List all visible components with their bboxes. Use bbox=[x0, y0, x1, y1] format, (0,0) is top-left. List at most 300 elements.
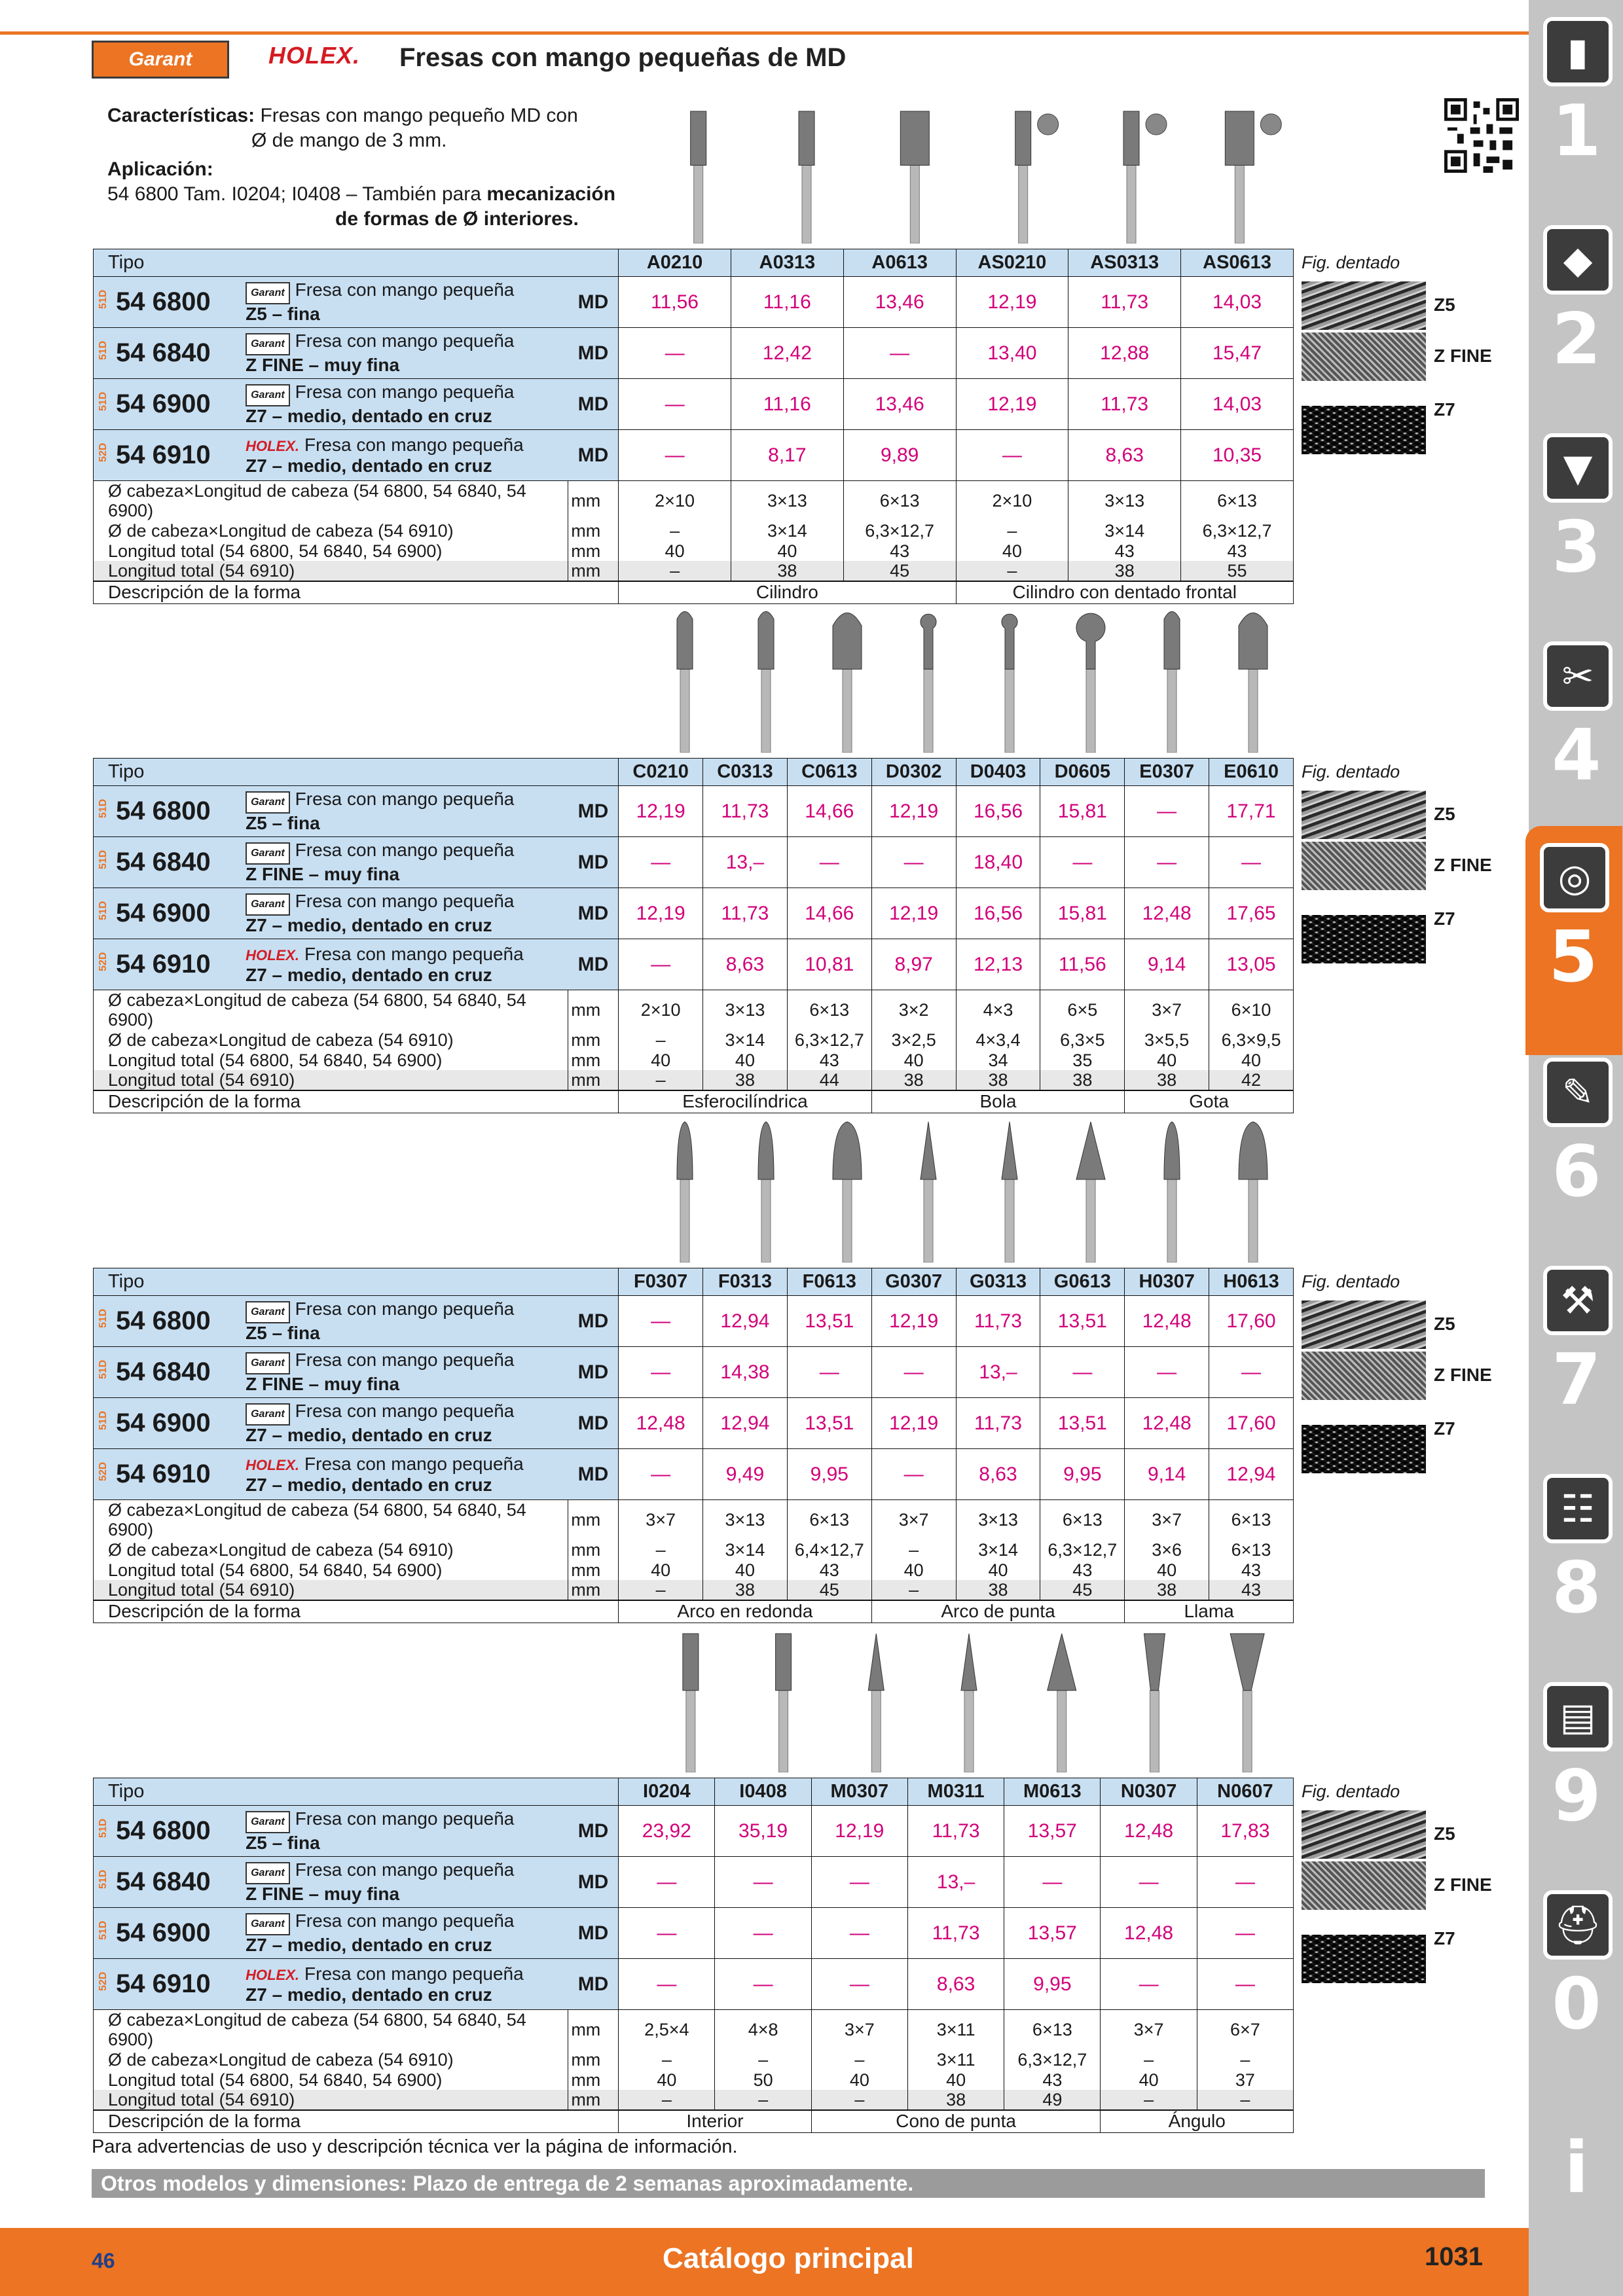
price-cell[interactable]: — bbox=[1040, 1347, 1125, 1398]
chapter-icon: ▼ bbox=[1543, 433, 1613, 503]
qr-code-icon[interactable] bbox=[1444, 98, 1519, 173]
holex-logo: HOLEX. bbox=[268, 42, 361, 69]
price-cell[interactable]: 9,49 bbox=[703, 1449, 788, 1500]
dimension-value: 38 bbox=[731, 561, 843, 581]
price-cell[interactable]: 35,19 bbox=[715, 1806, 811, 1857]
description-line-2: Z7 – medio, dentado en cruz bbox=[246, 1935, 492, 1955]
product-row-546910[interactable] bbox=[94, 430, 1294, 481]
tool-image-A0313 bbox=[799, 111, 814, 243]
description-line-1: Fresa con mango pequeña bbox=[304, 434, 524, 455]
price-cell[interactable]: 11,73 bbox=[1068, 379, 1181, 430]
price-cell[interactable]: 11,56 bbox=[1040, 939, 1125, 990]
unit-mm: mm bbox=[568, 2049, 619, 2070]
price-cell[interactable]: — bbox=[619, 430, 731, 481]
dimension-value: – bbox=[619, 561, 731, 581]
version-tag: 51D bbox=[98, 341, 109, 361]
page-title: Fresas con mango pequeñas de MD bbox=[399, 43, 847, 72]
price-cell[interactable]: 9,14 bbox=[1125, 1449, 1209, 1500]
column-type-M0307: M0307 bbox=[811, 1778, 907, 1806]
price-cell[interactable]: 8,63 bbox=[907, 1959, 1004, 2010]
price-cell[interactable]: 11,73 bbox=[1068, 277, 1181, 328]
chapter-icon: ✎ bbox=[1543, 1058, 1613, 1127]
price-cell[interactable]: 12,19 bbox=[956, 379, 1068, 430]
dimension-value: 3×7 bbox=[1101, 2010, 1197, 2050]
description-line-2: Z7 – medio, dentado en cruz bbox=[246, 455, 492, 476]
chapter-icon: ⛑ bbox=[1543, 1890, 1613, 1960]
dimension-value: 3×7 bbox=[619, 1500, 703, 1540]
product-row-546900[interactable] bbox=[94, 888, 1294, 939]
tooth-pattern-label: Z FINE bbox=[1434, 1874, 1492, 1895]
price-cell[interactable]: 13,05 bbox=[1209, 939, 1294, 990]
material-md: MD bbox=[568, 837, 619, 888]
dimension-label: Ø de cabeza×Longitud de cabeza (54 6910) bbox=[94, 520, 568, 541]
price-cell[interactable]: 13,– bbox=[907, 1857, 1004, 1908]
product-description bbox=[243, 1398, 568, 1449]
product-row-546840[interactable] bbox=[94, 1347, 1294, 1398]
dimension-value: 44 bbox=[787, 1070, 871, 1090]
price-cell[interactable]: 12,48 bbox=[1101, 1806, 1197, 1857]
column-type-A0210: A0210 bbox=[619, 249, 731, 277]
material-md: MD bbox=[568, 1959, 619, 2010]
price-cell[interactable]: — bbox=[1125, 786, 1209, 837]
price-cell[interactable]: 12,94 bbox=[703, 1296, 788, 1347]
article-number bbox=[94, 379, 244, 430]
chapter-tab-7[interactable] bbox=[1534, 1249, 1619, 1463]
price-cell[interactable]: — bbox=[1040, 837, 1125, 888]
price-cell[interactable]: — bbox=[871, 1347, 956, 1398]
price-cell[interactable]: 12,19 bbox=[871, 786, 956, 837]
price-cell[interactable]: 12,94 bbox=[1209, 1449, 1294, 1500]
price-cell[interactable]: 11,73 bbox=[956, 1296, 1040, 1347]
chapter-icon: ◆ bbox=[1543, 225, 1613, 295]
price-cell[interactable]: — bbox=[1004, 1857, 1101, 1908]
tooth-pattern-image bbox=[1302, 915, 1426, 963]
delivery-notice: Otros modelos y dimensiones: Plazo de entrega de 2 semanas aproximadamente. bbox=[92, 2169, 1485, 2198]
material-md: MD bbox=[568, 1398, 619, 1449]
description-line-2: Z5 – fina bbox=[246, 813, 320, 833]
dimension-value: 6×13 bbox=[787, 990, 871, 1030]
price-cell[interactable]: 14,03 bbox=[1181, 379, 1294, 430]
price-cell[interactable]: — bbox=[1197, 1959, 1293, 2010]
chapter-icon: ☷ bbox=[1543, 1474, 1613, 1543]
description-line-2: Z FINE – muy fina bbox=[246, 1884, 400, 1904]
price-cell[interactable]: 9,89 bbox=[843, 430, 956, 481]
dimension-value: 6,3×5 bbox=[1040, 1030, 1125, 1050]
price-cell[interactable]: 8,63 bbox=[703, 939, 788, 990]
tooth-pattern-label: Z FINE bbox=[1434, 1365, 1492, 1385]
column-type-M0311: M0311 bbox=[907, 1778, 1004, 1806]
product-description bbox=[243, 1908, 568, 1959]
price-cell[interactable]: — bbox=[619, 939, 703, 990]
dimension-value: 3×14 bbox=[1068, 520, 1181, 541]
material-md: MD bbox=[568, 1857, 619, 1908]
price-cell[interactable]: — bbox=[1125, 1347, 1209, 1398]
price-cell[interactable]: — bbox=[811, 1959, 907, 2010]
version-tag: 51D bbox=[98, 901, 109, 921]
price-cell[interactable]: — bbox=[619, 1908, 715, 1959]
chapter-tab-8[interactable] bbox=[1534, 1457, 1619, 1672]
tool-image-D0605 bbox=[1076, 613, 1105, 753]
price-cell[interactable]: 10,35 bbox=[1181, 430, 1294, 481]
chapter-tab-4[interactable] bbox=[1534, 624, 1619, 839]
article-code: 54 6910 bbox=[116, 1460, 211, 1488]
price-cell[interactable]: — bbox=[1209, 837, 1294, 888]
dimension-value: 3×11 bbox=[907, 2049, 1004, 2070]
price-cell[interactable]: 13,40 bbox=[956, 328, 1068, 379]
price-cell[interactable]: 12,48 bbox=[1125, 1398, 1209, 1449]
chapter-tab-3[interactable] bbox=[1534, 416, 1619, 631]
article-number bbox=[94, 1449, 244, 1500]
price-cell[interactable]: 16,56 bbox=[956, 888, 1040, 939]
price-cell[interactable]: 12,48 bbox=[1125, 888, 1209, 939]
price-cell[interactable]: 11,56 bbox=[619, 277, 731, 328]
dimension-value: 3×13 bbox=[731, 481, 843, 521]
price-cell[interactable]: — bbox=[715, 1908, 811, 1959]
dimension-value: – bbox=[715, 2049, 811, 2070]
price-cell[interactable]: 17,83 bbox=[1197, 1806, 1293, 1857]
price-cell[interactable]: 15,81 bbox=[1040, 786, 1125, 837]
dimension-value: 6,3×12,7 bbox=[1040, 1539, 1125, 1560]
price-cell[interactable]: — bbox=[619, 1959, 715, 2010]
price-cell[interactable]: — bbox=[1101, 1857, 1197, 1908]
price-cell[interactable]: 13,51 bbox=[787, 1398, 871, 1449]
chapter-icon: ▤ bbox=[1543, 1682, 1613, 1751]
article-code: 54 6910 bbox=[116, 1969, 211, 1998]
price-cell[interactable]: 12,48 bbox=[1125, 1296, 1209, 1347]
price-cell[interactable]: 9,95 bbox=[787, 1449, 871, 1500]
price-cell[interactable]: 13,46 bbox=[843, 379, 956, 430]
product-row-546910[interactable] bbox=[94, 939, 1294, 990]
product-row-546800[interactable] bbox=[94, 1806, 1294, 1857]
top-rule bbox=[0, 31, 1529, 35]
price-cell[interactable]: 12,42 bbox=[731, 328, 843, 379]
price-cell[interactable]: 14,66 bbox=[787, 888, 871, 939]
chapter-tab-6[interactable] bbox=[1534, 1041, 1619, 1255]
price-cell[interactable]: 13,57 bbox=[1004, 1806, 1101, 1857]
description-line-1: Fresa con mango pequeña bbox=[304, 1963, 524, 1984]
shape-name: Esferocilíndrica bbox=[619, 1090, 872, 1113]
price-cell[interactable]: 15,47 bbox=[1181, 328, 1294, 379]
dimension-value: 3×7 bbox=[1125, 990, 1209, 1030]
price-cell[interactable]: — bbox=[1197, 1908, 1293, 1959]
chapter-number: 1 bbox=[1552, 90, 1601, 172]
material-md: MD bbox=[568, 277, 619, 328]
tool-image-N0607 bbox=[1230, 1634, 1264, 1772]
product-row-546900[interactable] bbox=[94, 379, 1294, 430]
dimension-value: 6×13 bbox=[1040, 1500, 1125, 1540]
article-code: 54 6900 bbox=[116, 1918, 211, 1947]
price-cell[interactable]: — bbox=[715, 1959, 811, 2010]
article-number bbox=[94, 786, 244, 837]
price-cell[interactable]: 12,19 bbox=[811, 1806, 907, 1857]
description-line-1: Fresa con mango pequeña bbox=[295, 279, 515, 300]
material-md: MD bbox=[568, 1347, 619, 1398]
chapter-tab-1[interactable] bbox=[1534, 0, 1619, 215]
tooth-pattern-image bbox=[1302, 406, 1426, 454]
product-row-546840[interactable] bbox=[94, 1857, 1294, 1908]
price-cell[interactable]: 12,48 bbox=[1101, 1908, 1197, 1959]
dimension-value: 2×10 bbox=[619, 481, 731, 521]
column-type-E0610: E0610 bbox=[1209, 759, 1294, 786]
tooth-pattern-image bbox=[1302, 1861, 1426, 1910]
price-cell[interactable]: 15,81 bbox=[1040, 888, 1125, 939]
dimension-value: – bbox=[811, 2090, 907, 2110]
article-number bbox=[94, 1908, 244, 1959]
price-cell[interactable]: — bbox=[619, 1449, 703, 1500]
chapter-tab-i[interactable] bbox=[1534, 2121, 1619, 2225]
price-cell[interactable]: 12,13 bbox=[956, 939, 1040, 990]
price-cell[interactable]: — bbox=[1125, 837, 1209, 888]
price-cell[interactable]: 11,16 bbox=[731, 379, 843, 430]
price-cell[interactable]: 11,73 bbox=[907, 1806, 1004, 1857]
dimension-label: Ø de cabeza×Longitud de cabeza (54 6910) bbox=[94, 1030, 568, 1050]
price-cell[interactable]: — bbox=[619, 1857, 715, 1908]
price-cell[interactable]: 9,14 bbox=[1125, 939, 1209, 990]
price-cell[interactable]: 12,48 bbox=[619, 1398, 703, 1449]
dimension-label: Ø de cabeza×Longitud de cabeza (54 6910) bbox=[94, 2049, 568, 2070]
price-cell[interactable]: 23,92 bbox=[619, 1806, 715, 1857]
brand-logo: Garant bbox=[246, 1403, 290, 1426]
price-cell[interactable]: 14,38 bbox=[703, 1347, 788, 1398]
price-cell[interactable]: 11,73 bbox=[703, 888, 788, 939]
material-md: MD bbox=[568, 1449, 619, 1500]
description-line-2: Z7 – medio, dentado en cruz bbox=[246, 406, 492, 426]
price-cell[interactable]: 12,19 bbox=[619, 786, 703, 837]
description-line-1: Fresa con mango pequeña bbox=[295, 789, 515, 809]
product-row-546900[interactable] bbox=[94, 1398, 1294, 1449]
article-number bbox=[94, 328, 244, 379]
dimension-row bbox=[94, 481, 1294, 521]
price-cell[interactable]: — bbox=[619, 837, 703, 888]
dimension-value: – bbox=[619, 2090, 715, 2110]
dimension-value: 37 bbox=[1197, 2070, 1293, 2090]
price-cell[interactable]: — bbox=[811, 1908, 907, 1959]
price-cell[interactable]: 13,– bbox=[703, 837, 788, 888]
chapter-number: i bbox=[1564, 2127, 1589, 2209]
version-tag: 52D bbox=[98, 443, 109, 463]
brand-logo: Garant bbox=[246, 1811, 290, 1833]
shape-name: Bola bbox=[871, 1090, 1125, 1113]
dimension-value: 40 bbox=[703, 1560, 788, 1580]
article-number bbox=[94, 1398, 244, 1449]
price-cell[interactable]: 17,60 bbox=[1209, 1296, 1294, 1347]
column-type-E0307: E0307 bbox=[1125, 759, 1209, 786]
dimension-value: 40 bbox=[1125, 1560, 1209, 1580]
dimension-value: 34 bbox=[956, 1050, 1040, 1070]
description-line-2: Z7 – medio, dentado en cruz bbox=[246, 1474, 492, 1495]
price-cell[interactable]: 12,19 bbox=[619, 888, 703, 939]
dimension-row bbox=[94, 541, 1294, 561]
price-cell[interactable]: 17,71 bbox=[1209, 786, 1294, 837]
tool-image-H0307 bbox=[1164, 1122, 1180, 1263]
product-row-546800[interactable] bbox=[94, 277, 1294, 328]
tool-image-A0613 bbox=[900, 111, 929, 243]
description-line-1: Fresa con mango pequeña bbox=[295, 891, 515, 911]
price-cell[interactable]: 17,65 bbox=[1209, 888, 1294, 939]
tooth-pattern-image bbox=[1302, 1300, 1426, 1349]
product-row-546840[interactable] bbox=[94, 837, 1294, 888]
tipo-label: Tipo bbox=[94, 1778, 619, 1806]
tooth-pattern-label: Z FINE bbox=[1434, 346, 1492, 366]
product-description bbox=[243, 1857, 568, 1908]
product-description bbox=[243, 786, 568, 837]
chapter-icon: ⚒ bbox=[1543, 1266, 1613, 1335]
dimension-label: Longitud total (54 6910) bbox=[94, 1070, 568, 1090]
column-type-H0613: H0613 bbox=[1209, 1268, 1294, 1296]
article-code: 54 6900 bbox=[116, 899, 211, 927]
dimension-value: 40 bbox=[907, 2070, 1004, 2090]
chapter-number: 9 bbox=[1552, 1755, 1601, 1837]
dimension-row bbox=[94, 990, 1294, 1030]
price-cell[interactable]: 12,88 bbox=[1068, 328, 1181, 379]
price-cell[interactable]: 13,46 bbox=[843, 277, 956, 328]
dimension-row bbox=[94, 520, 1294, 541]
dimension-label: Longitud total (54 6910) bbox=[94, 1580, 568, 1600]
chapter-tab-9[interactable] bbox=[1534, 1665, 1619, 1880]
description-line-2: Z FINE – muy fina bbox=[246, 864, 400, 884]
product-row-546800[interactable] bbox=[94, 1296, 1294, 1347]
price-cell[interactable]: 12,19 bbox=[871, 1398, 956, 1449]
dimension-value: 6×13 bbox=[1181, 481, 1294, 521]
dimension-value: 43 bbox=[787, 1050, 871, 1070]
price-cell[interactable]: 11,73 bbox=[956, 1398, 1040, 1449]
price-cell[interactable]: — bbox=[619, 328, 731, 379]
price-cell[interactable]: 12,19 bbox=[871, 888, 956, 939]
column-type-G0313: G0313 bbox=[956, 1268, 1040, 1296]
column-type-A0313: A0313 bbox=[731, 249, 843, 277]
price-cell[interactable]: — bbox=[1209, 1347, 1294, 1398]
dimension-value: 38 bbox=[1040, 1070, 1125, 1090]
tooth-pattern-label: Z7 bbox=[1434, 908, 1455, 929]
tooth-pattern-label: Z5 bbox=[1434, 804, 1455, 824]
chapter-tab-0[interactable] bbox=[1534, 1873, 1619, 2088]
price-cell[interactable]: 14,66 bbox=[787, 786, 871, 837]
unit-mm: mm bbox=[568, 1070, 619, 1090]
dimension-value: 43 bbox=[1209, 1580, 1294, 1600]
unit-mm: mm bbox=[568, 990, 619, 1030]
application-bold-1: mecanización bbox=[486, 183, 616, 205]
price-cell[interactable]: 13,51 bbox=[1040, 1296, 1125, 1347]
dimension-value: 38 bbox=[703, 1070, 788, 1090]
product-row-546910[interactable] bbox=[94, 1959, 1294, 2010]
price-cell[interactable]: 8,63 bbox=[956, 1449, 1040, 1500]
dimension-value: 50 bbox=[715, 2070, 811, 2090]
dimension-value: 45 bbox=[787, 1580, 871, 1600]
price-cell[interactable]: — bbox=[843, 328, 956, 379]
price-cell[interactable]: — bbox=[787, 1347, 871, 1398]
description-line-1: Fresa con mango pequeña bbox=[304, 1453, 524, 1474]
table-header-row bbox=[94, 759, 1294, 786]
brand-logo: Garant bbox=[246, 333, 290, 355]
product-description bbox=[243, 1449, 568, 1500]
price-cell[interactable]: 8,97 bbox=[871, 939, 956, 990]
price-cell[interactable]: — bbox=[871, 837, 956, 888]
price-cell[interactable]: 9,95 bbox=[1004, 1959, 1101, 2010]
price-cell[interactable]: — bbox=[715, 1857, 811, 1908]
product-row-546800[interactable] bbox=[94, 786, 1294, 837]
dimension-value: 43 bbox=[787, 1560, 871, 1580]
dimension-row bbox=[94, 2049, 1294, 2070]
price-cell[interactable]: 14,03 bbox=[1181, 277, 1294, 328]
dimension-row bbox=[94, 1030, 1294, 1050]
dimension-row bbox=[94, 1539, 1294, 1560]
tool-image-M0311 bbox=[961, 1634, 977, 1772]
price-cell[interactable]: — bbox=[811, 1857, 907, 1908]
dimension-value: 43 bbox=[1209, 1560, 1294, 1580]
price-cell[interactable]: 11,16 bbox=[731, 277, 843, 328]
price-cell[interactable]: 17,60 bbox=[1209, 1398, 1294, 1449]
description-line-1: Fresa con mango pequeña bbox=[295, 1859, 515, 1880]
price-cell[interactable]: 8,17 bbox=[731, 430, 843, 481]
dimension-row bbox=[94, 561, 1294, 581]
chapter-tab-2[interactable] bbox=[1534, 208, 1619, 423]
characteristics-text: Fresas con mango pequeño MD con bbox=[260, 105, 578, 126]
column-type-N0307: N0307 bbox=[1101, 1778, 1197, 1806]
shape-row bbox=[94, 2110, 1294, 2132]
shape-name: Interior bbox=[619, 2110, 812, 2132]
dimension-label: Longitud total (54 6800, 54 6840, 54 6900) bbox=[94, 541, 568, 561]
price-cell[interactable]: — bbox=[619, 1296, 703, 1347]
price-cell[interactable]: 11,73 bbox=[703, 786, 788, 837]
dimension-label: Longitud total (54 6800, 54 6840, 54 6900) bbox=[94, 1560, 568, 1580]
price-cell[interactable]: — bbox=[956, 430, 1068, 481]
dimension-value: – bbox=[1101, 2049, 1197, 2070]
dimension-value: 3×13 bbox=[703, 990, 788, 1030]
price-cell[interactable]: 18,40 bbox=[956, 837, 1040, 888]
column-type-A0613: A0613 bbox=[843, 249, 956, 277]
price-cell[interactable]: 12,94 bbox=[703, 1398, 788, 1449]
price-cell[interactable]: 13,– bbox=[956, 1347, 1040, 1398]
price-cell[interactable]: 13,51 bbox=[1040, 1398, 1125, 1449]
chapter-tab-5[interactable] bbox=[1525, 826, 1622, 1055]
dimension-value: – bbox=[956, 561, 1068, 581]
price-cell[interactable]: 8,63 bbox=[1068, 430, 1181, 481]
article-code: 54 6800 bbox=[116, 797, 211, 825]
product-row-546900[interactable] bbox=[94, 1908, 1294, 1959]
dimension-value: 4×3 bbox=[956, 990, 1040, 1030]
brand-logo: HOLEX. bbox=[246, 946, 299, 963]
product-row-546840[interactable] bbox=[94, 328, 1294, 379]
tool-image-D0302 bbox=[921, 614, 936, 753]
material-md: MD bbox=[568, 888, 619, 939]
dimension-value: – bbox=[871, 1580, 956, 1600]
price-cell[interactable]: 13,57 bbox=[1004, 1908, 1101, 1959]
price-cell[interactable]: — bbox=[619, 1347, 703, 1398]
product-row-546910[interactable] bbox=[94, 1449, 1294, 1500]
unit-mm: mm bbox=[568, 1500, 619, 1540]
price-cell[interactable]: 12,19 bbox=[956, 277, 1068, 328]
price-cell[interactable]: 16,56 bbox=[956, 786, 1040, 837]
dimension-value: 6,3×12,7 bbox=[787, 1030, 871, 1050]
tool-image-I0408 bbox=[776, 1634, 792, 1772]
dimension-value: 40 bbox=[1101, 2070, 1197, 2090]
dimension-value: 40 bbox=[871, 1050, 956, 1070]
price-cell[interactable]: 11,73 bbox=[907, 1908, 1004, 1959]
price-cell[interactable]: 10,81 bbox=[787, 939, 871, 990]
price-cell[interactable]: — bbox=[1101, 1959, 1197, 2010]
price-cell[interactable]: 12,19 bbox=[871, 1296, 956, 1347]
application-label: Aplicación: bbox=[107, 158, 213, 180]
dimension-value: – bbox=[619, 1030, 703, 1050]
price-cell[interactable]: — bbox=[1197, 1857, 1293, 1908]
price-cell[interactable]: — bbox=[619, 379, 731, 430]
shape-name: Ángulo bbox=[1101, 2110, 1294, 2132]
price-cell[interactable]: — bbox=[871, 1449, 956, 1500]
price-cell[interactable]: 13,51 bbox=[787, 1296, 871, 1347]
unit-mm: mm bbox=[568, 1539, 619, 1560]
price-cell[interactable]: — bbox=[787, 837, 871, 888]
price-cell[interactable]: 9,95 bbox=[1040, 1449, 1125, 1500]
